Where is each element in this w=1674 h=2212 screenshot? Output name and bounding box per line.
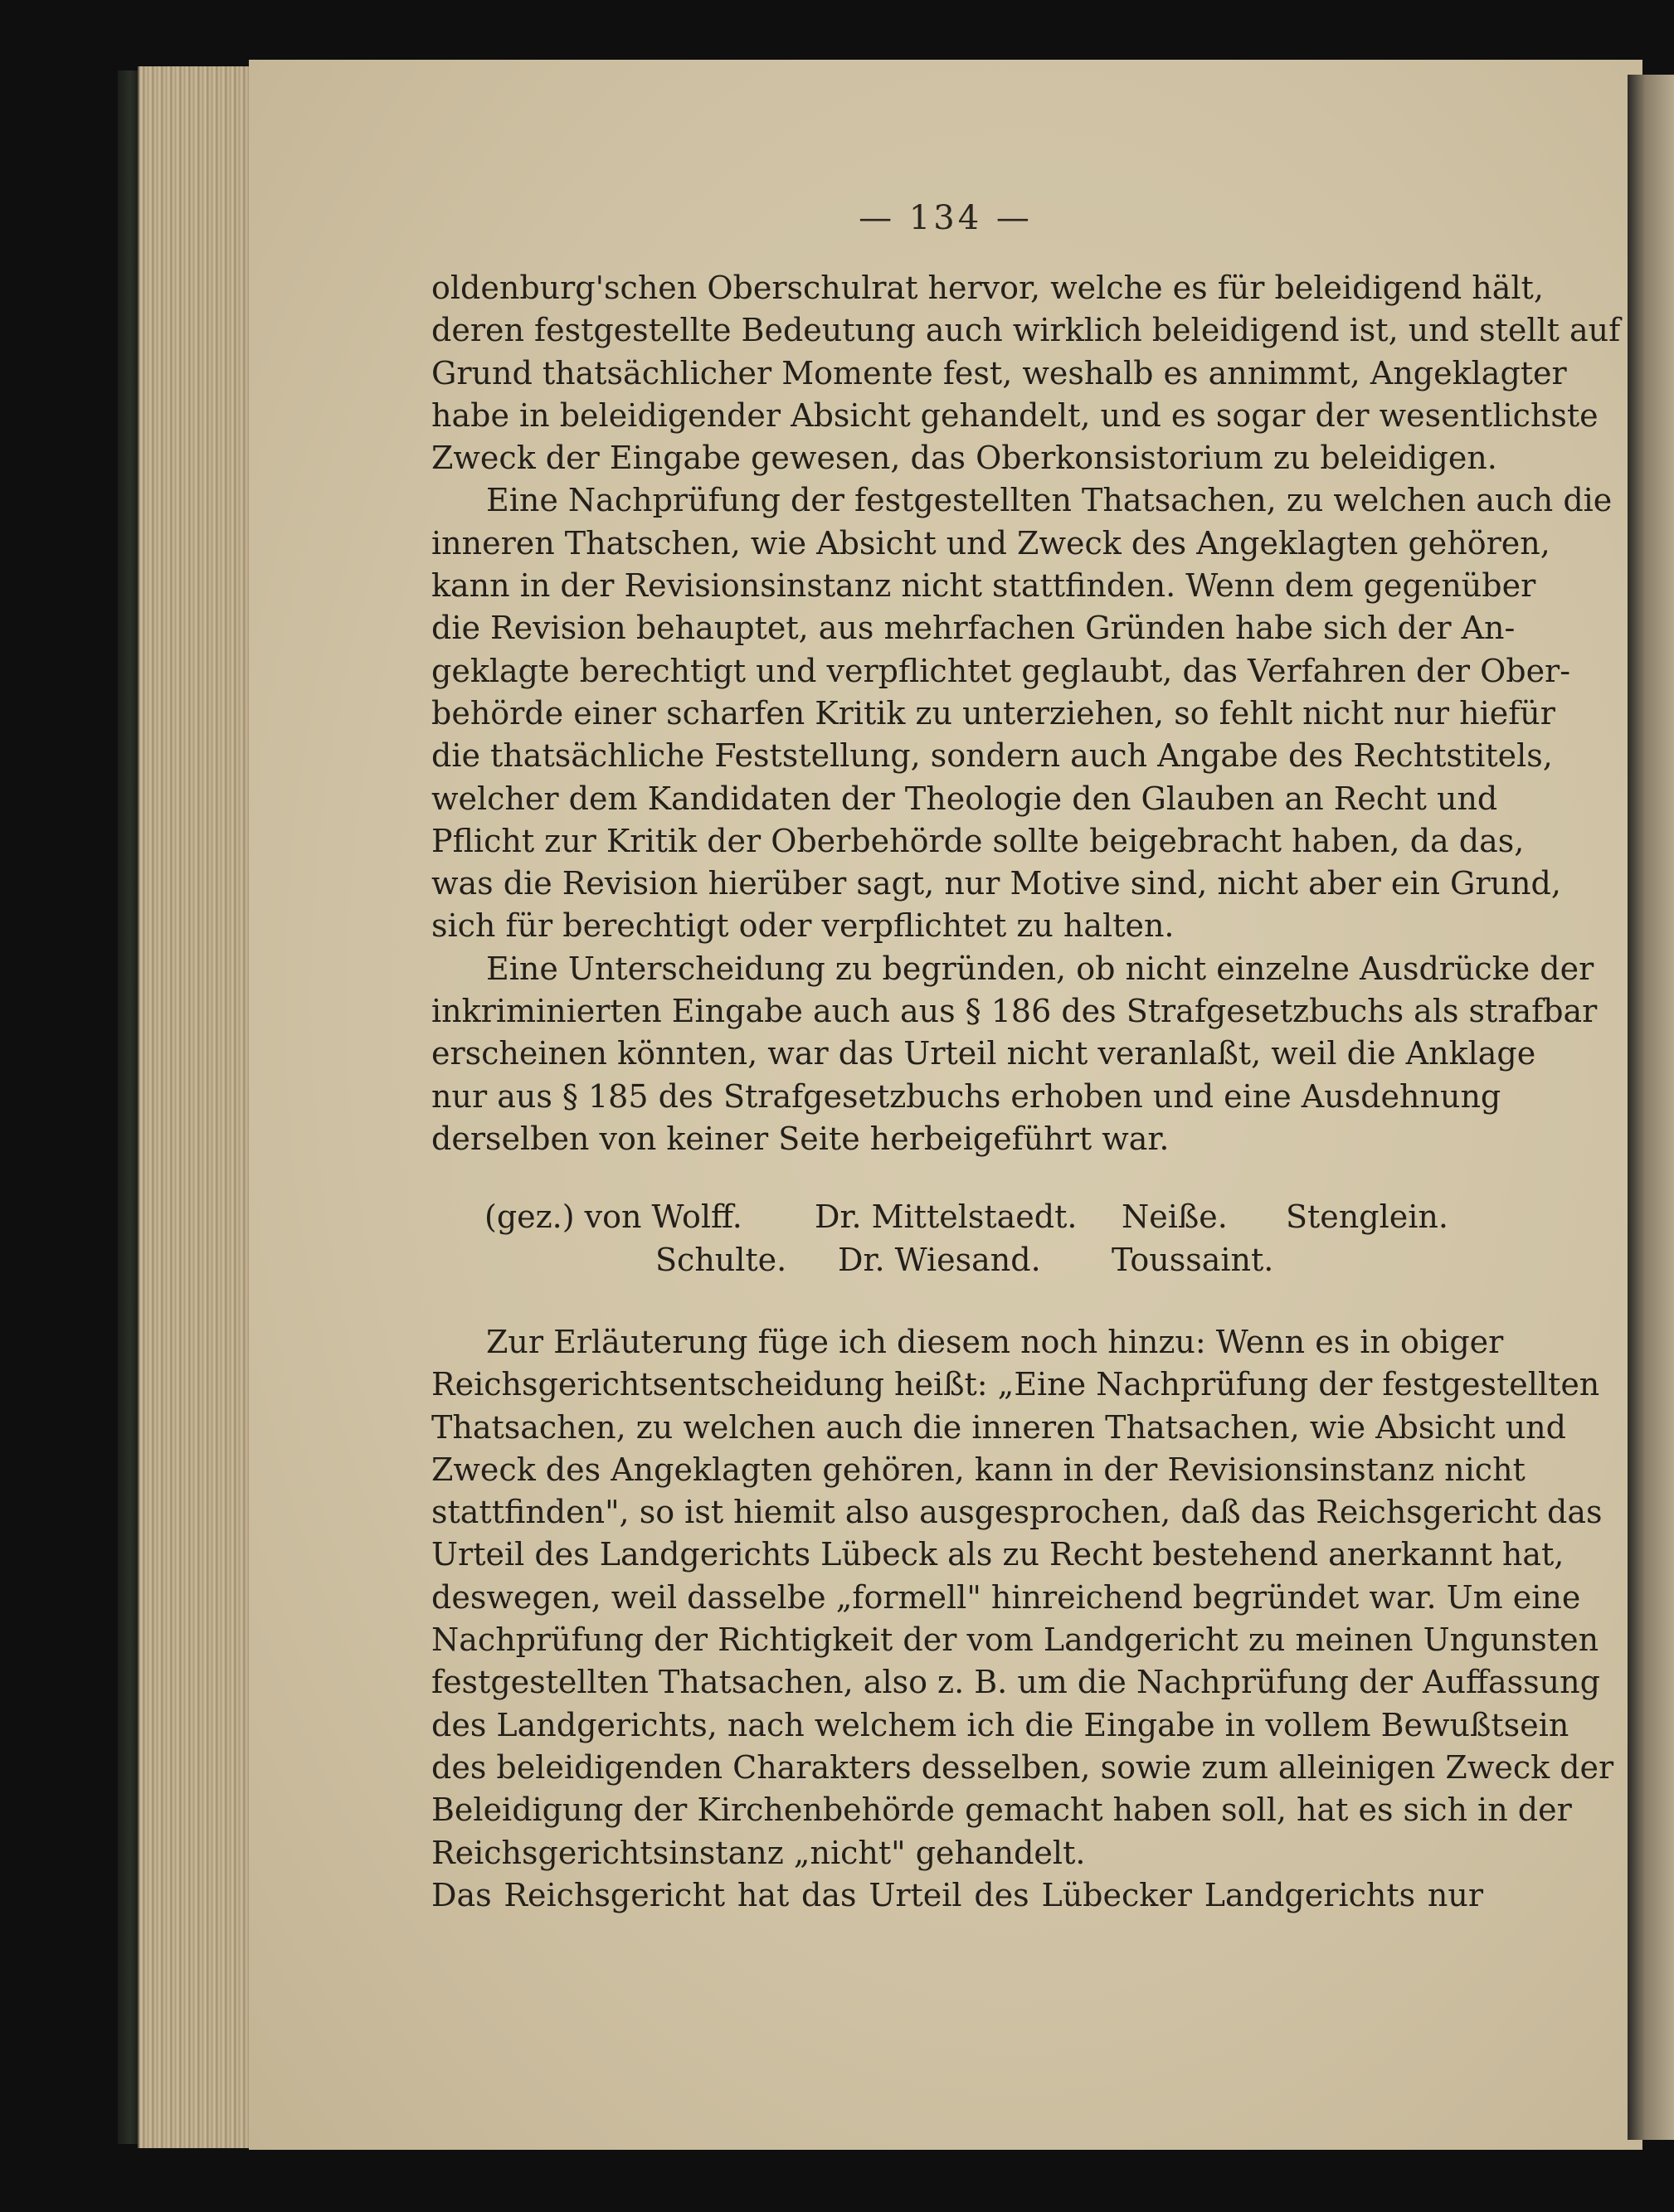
text-line: welcher dem Kandidaten der Theologie den Glauben an Recht und [431, 780, 1498, 817]
signature: Toussaint. [1112, 1242, 1274, 1278]
text-line: Urteil des Landgerichts Lübeck als zu Recht bestehend anerkannt hat, [431, 1536, 1565, 1573]
signature: (gez.) von Wolff. [484, 1198, 742, 1235]
text-line: habe in beleidigender Absicht gehandelt, und es sogar der wesentlichste [431, 396, 1599, 434]
text-line: deswegen, weil dasselbe „formell" hinreichend begründet war. Um eine [431, 1578, 1581, 1616]
text-line: des beleidigenden Charakters desselben, sowie zum alleinigen Zweck der [431, 1748, 1614, 1786]
text-line: Nachprüfung der Richtigkeit der vom Landgericht zu meinen Ungunsten [431, 1621, 1599, 1659]
text-line: geklagte berechtigt und verpflichtet geglaubt, das Verfahren der Ober- [431, 652, 1571, 689]
text-line: Pflicht zur Kritik der Oberbehörde sollte beigebracht haben, da das, [431, 822, 1525, 859]
text-line: Reichsgerichtsentscheidung heißt: „Eine Nachprüfung der festgestellten [431, 1366, 1600, 1403]
text-line: Eine Unterscheidung zu begründen, ob nicht einzelne Ausdrücke der [486, 950, 1594, 987]
text-line: die thatsächliche Feststellung, sondern auch Angabe des Rechtstitels, [431, 737, 1553, 775]
text-line: des Landgerichts, nach welchem ich die Eingabe in vollem Bewußtsein [431, 1706, 1569, 1743]
text-line: Eine Nachprüfung der festgestellten Thatsachen, zu welchen auch die [486, 482, 1613, 519]
body-text-part2 [431, 1321, 1614, 1917]
signature: Neiße. [1122, 1198, 1228, 1235]
text-line: inkriminierten Eingabe auch aus § 186 des Strafgesetzbuchs als strafbar [431, 993, 1598, 1030]
text-line: Grund thatsächlicher Momente fest, weshalb es annimmt, Angeklagter [431, 354, 1567, 391]
text-line: sich für berechtigt oder verpflichtet zu halten. [431, 907, 1175, 945]
signature: Dr. Wiesand. [838, 1242, 1041, 1278]
text-line: Zur Erläuterung füge ich diesem noch hinzu: Wenn es in obiger [486, 1324, 1504, 1360]
text-line: Reichsgerichtsinstanz „nicht" gehandelt. [431, 1834, 1086, 1871]
text-line: deren festgestellte Bedeutung auch wirklich beleidigend ist, und stellt auf [431, 312, 1621, 349]
text-line: Beleidigung der Kirchenbehörde gemacht haben soll, hat es sich in der [431, 1791, 1572, 1829]
page-edges [138, 66, 264, 2148]
text-line: was die Revision hierüber sagt, nur Motive sind, nicht aber ein Grund, [431, 865, 1561, 902]
signature: Stenglein. [1286, 1198, 1448, 1235]
text-line: festgestellten Thatsachen, also z. B. um die Nachprüfung der Auffassung [431, 1664, 1600, 1701]
body-text-part1 [431, 267, 1621, 1160]
text-line: stattfinden", so ist hiemit also ausgesprochen, daß das Reichsgericht das [431, 1494, 1603, 1531]
text-line: behörde einer scharfen Kritik zu unterziehen, so fehlt nicht nur hiefür [431, 694, 1555, 732]
text-line: Das Reichsgericht hat das Urteil des Lübecker Landgerichts nur [431, 1876, 1483, 1913]
text-line: derselben von keiner Seite herbeigeführt war. [431, 1120, 1170, 1157]
text-line: Zweck der Eingabe gewesen, das Oberkonsistorium zu beleidigen. [431, 440, 1497, 477]
text-line: erscheinen könnten, war das Urteil nicht veranlaßt, weil die Anklage [431, 1035, 1536, 1072]
facing-page-edge [1628, 75, 1674, 2140]
page-number: — 134 — [859, 199, 1033, 237]
text-line: Thatsachen, zu welchen auch die inneren Thatsachen, wie Absicht und [431, 1408, 1566, 1446]
text-line: Zweck des Angeklagten gehören, kann in der Revisionsinstanz nicht [431, 1451, 1526, 1488]
signature: Schulte. [655, 1242, 787, 1278]
text-line: die Revision behauptet, aus mehrfachen Gründen habe sich der An- [431, 610, 1516, 647]
text-line: kann in der Revisionsinstanz nicht stattfinden. Wenn dem gegenüber [431, 567, 1536, 605]
text-line: nur aus § 185 des Strafgesetzbuchs erhoben und eine Ausdehnung [431, 1077, 1501, 1115]
text-line: inneren Thatschen, wie Absicht und Zweck des Angeklagten gehören, [431, 524, 1550, 562]
text-line: oldenburg'schen Oberschulrat hervor, welche es für beleidigend hält, [431, 270, 1544, 306]
signature: Dr. Mittelstaedt. [815, 1198, 1078, 1235]
